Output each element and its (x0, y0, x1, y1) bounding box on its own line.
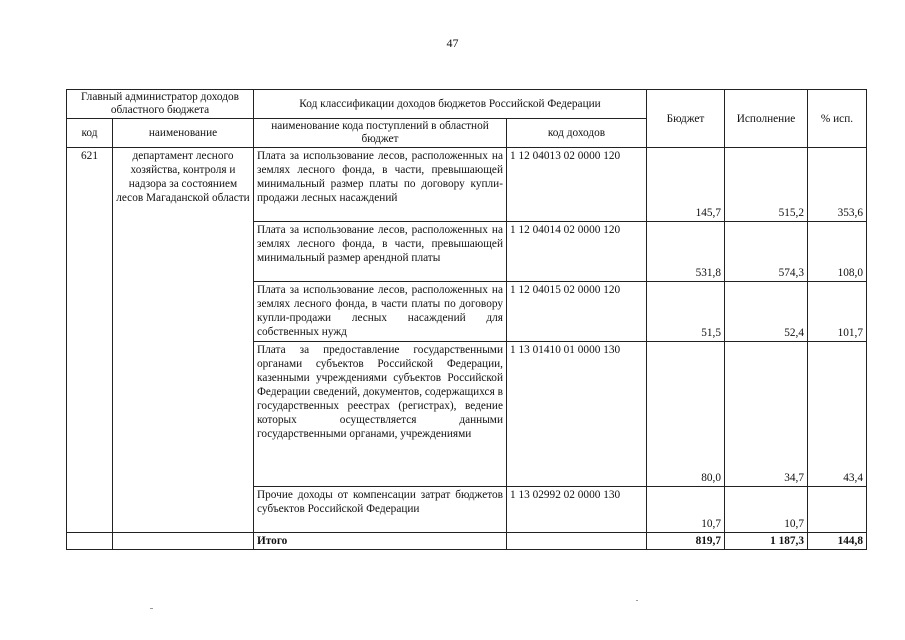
row-income-code: 1 13 01410 01 0000 130 (507, 342, 647, 487)
total-percent: 144,8 (808, 533, 867, 550)
header-execution: Исполнение (725, 90, 808, 148)
row-execution: 574,3 (725, 222, 808, 282)
row-percent: 43,4 (808, 342, 867, 487)
row-income-code: 1 12 04014 02 0000 120 (507, 222, 647, 282)
row-description: Плата за использование лесов, расположенных на землях лесного фонда, в части, превышающей минимальный размер арендной платы (254, 222, 507, 282)
row-execution: 515,2 (725, 148, 808, 222)
total-empty-name (113, 533, 254, 550)
total-budget: 819,7 (647, 533, 725, 550)
row-execution: 52,4 (725, 282, 808, 342)
row-percent: 101,7 (808, 282, 867, 342)
row-income-code: 1 12 04013 02 0000 120 (507, 148, 647, 222)
row-description: Плата за предоставление государственными органами субъектов Российской Федерации, казенными учреждениями субъектов Российской Федерации сведений, документов, содержащихся в государственных реестрах (регистрах), ведение которых осуществляется данными государственными органами, учреждениями (254, 342, 507, 487)
header-income-name: наименование кода поступлений в областной бюджет (254, 119, 507, 148)
total-execution: 1 187,3 (725, 533, 808, 550)
total-empty-income-code (507, 533, 647, 550)
admin-name: департамент лесного хозяйства, контроля и надзора за состоянием лесов Магаданской области (113, 148, 254, 533)
revenue-table (66, 89, 867, 550)
row-description: Плата за использование лесов, расположенных на землях лесного фонда, в части, превышающей минимальный размер платы по договору купли-продажи лесных насаждений (254, 148, 507, 222)
row-execution: 34,7 (725, 342, 808, 487)
row-execution: 10,7 (725, 487, 808, 533)
header-classification-group: Код классификации доходов бюджетов Российской Федерации (254, 90, 647, 119)
row-budget: 145,7 (647, 148, 725, 222)
scan-speck (636, 600, 638, 601)
row-income-code: 1 12 04015 02 0000 120 (507, 282, 647, 342)
row-percent: 108,0 (808, 222, 867, 282)
total-row (67, 533, 867, 550)
header-name: наименование (113, 119, 254, 148)
admin-code: 621 (67, 148, 113, 533)
row-percent (808, 487, 867, 533)
header-row-top (67, 90, 867, 119)
scan-speck (150, 608, 153, 609)
total-label: Итого (254, 533, 507, 550)
row-income-code: 1 13 02992 02 0000 130 (507, 487, 647, 533)
table-row (67, 148, 867, 222)
header-code: код (67, 119, 113, 148)
row-budget: 51,5 (647, 282, 725, 342)
row-budget: 80,0 (647, 342, 725, 487)
header-income-code: код доходов (507, 119, 647, 148)
header-budget: Бюджет (647, 90, 725, 148)
row-description: Плата за использование лесов, расположенных на землях лесного фонда, в части платы по договору купли-продажи лесных насаждений для собственных нужд (254, 282, 507, 342)
header-percent: % исп. (808, 90, 867, 148)
total-empty-code (67, 533, 113, 550)
page-number: 47 (446, 36, 459, 50)
row-description: Прочие доходы от компенсации затрат бюджетов субъектов Российской Федерации (254, 487, 507, 533)
header-admin-group: Главный администратор доходов областного бюджета (67, 90, 254, 119)
row-budget: 531,8 (647, 222, 725, 282)
row-budget: 10,7 (647, 487, 725, 533)
row-percent: 353,6 (808, 148, 867, 222)
